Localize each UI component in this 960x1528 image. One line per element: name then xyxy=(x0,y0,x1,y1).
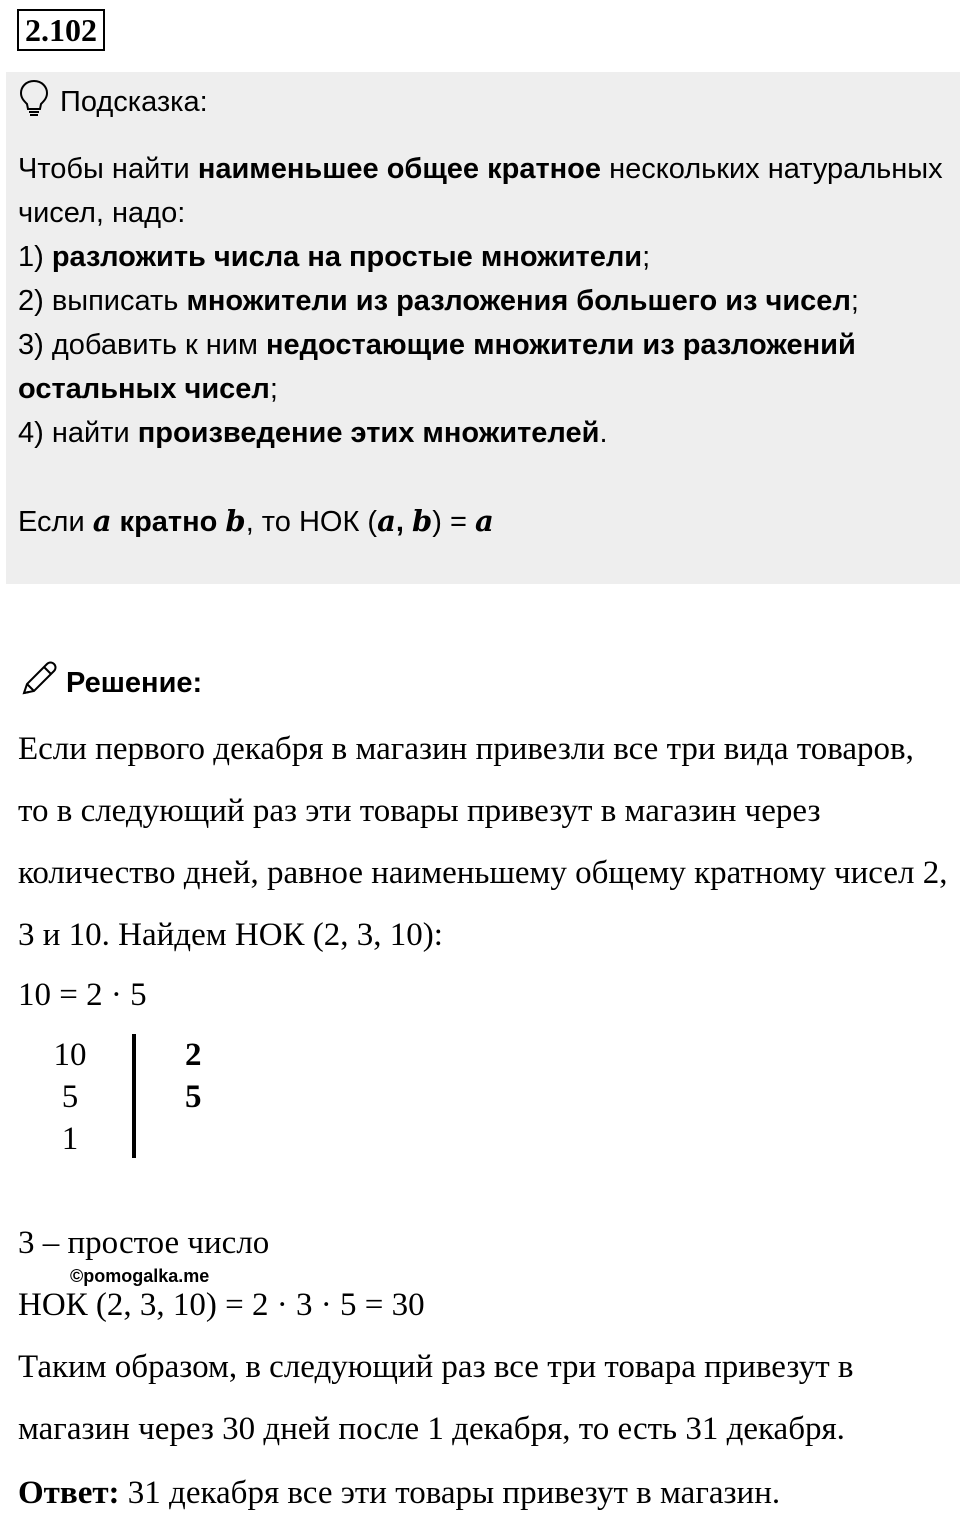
factorization-line: 10 = 2 · 5 xyxy=(18,977,147,1013)
hint-intro: Чтобы найти наименьшее общее кратное нескольких натуральных чисел, надо: xyxy=(18,153,943,229)
factor-table-cell: 1 xyxy=(61,1121,79,1157)
factor-table xyxy=(40,1034,240,1164)
factor-table-dividends xyxy=(40,1034,100,1160)
hint-step-2: 2) выписать множители из разложения большего из чисел; xyxy=(18,285,859,317)
hint-rule: Если a кратно b, то НОК (a, b) = a xyxy=(18,504,494,538)
nok-line: НОК (2, 3, 10) = 2 · 3 · 5 = 30 xyxy=(18,1287,425,1323)
lightbulb-icon xyxy=(18,78,50,126)
hint-step-4: 4) найти произведение этих множителей. xyxy=(18,417,608,449)
hint-step-1: 1) разложить числа на простые множители; xyxy=(18,241,651,273)
factor-table-cell: 2 xyxy=(185,1037,202,1073)
factor-table-cell: 5 xyxy=(61,1079,79,1115)
pencil-icon xyxy=(18,659,58,707)
answer-text: 31 декабря все эти товары привезут в магазин. xyxy=(119,1475,781,1511)
solution-title: Решение: xyxy=(66,666,203,699)
factor-table-cell: 5 xyxy=(185,1079,202,1115)
answer-label: Ответ: xyxy=(18,1475,120,1511)
answer xyxy=(18,1466,780,1520)
hint-title: Подсказка: xyxy=(60,85,208,118)
hint-header xyxy=(18,80,208,124)
task-number: 2.102 xyxy=(17,9,105,51)
solution-paragraph: Если первого декабря в магазин привезли все три вида товаров, то в следующий раз эти товары привезут в магазин через количество дней, равное наименьшему общему кратному чисел 2, 3 и 10. Найдем НОК (2, 3, 10): xyxy=(18,731,948,953)
watermark: ©pomogalka.me xyxy=(70,1266,210,1286)
factor-table-divider xyxy=(132,1034,136,1158)
prime-line: 3 – простое число xyxy=(18,1225,270,1261)
conclusion: Таким образом, в следующий раз все три товара привезут в магазин через 30 дней после 1 декабря, то есть 31 декабря. xyxy=(18,1349,854,1447)
factor-table-cell: 10 xyxy=(53,1037,87,1073)
hint-step-3: 3) добавить к ним недостающие множители из разложений остальных чисел; xyxy=(18,329,856,405)
hint-text xyxy=(18,147,948,544)
factor-table-divisors xyxy=(185,1034,202,1118)
solution-header xyxy=(18,660,202,706)
